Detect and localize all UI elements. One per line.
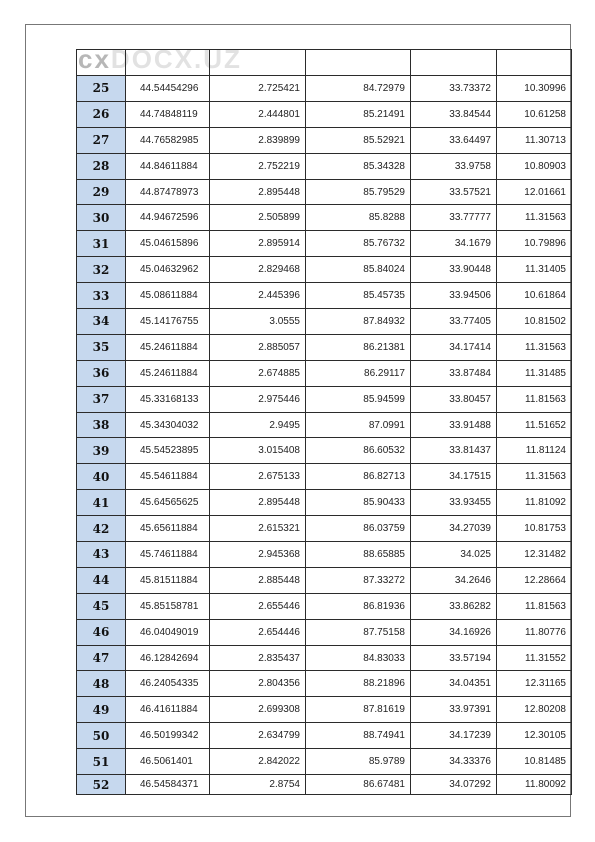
value-cell-1: 46.54584371 (126, 775, 210, 795)
table-row (77, 412, 572, 438)
value-cell-5: 10.81502 (497, 309, 572, 335)
value-cell-4: 33.94506 (411, 283, 497, 309)
table-row (77, 749, 572, 775)
table-row (77, 101, 572, 127)
value-cell-4: 33.9758 (411, 153, 497, 179)
value-cell-1: 45.24611884 (126, 360, 210, 386)
value-cell-2: 2.835437 (210, 645, 306, 671)
table-row (77, 334, 572, 360)
value-cell-2: 2.675133 (210, 464, 306, 490)
table-row (77, 76, 572, 102)
value-cell-1: 45.85158781 (126, 593, 210, 619)
row-index-cell: 46 (77, 619, 126, 645)
value-cell-1: 45.14176755 (126, 309, 210, 335)
value-cell-5: 11.81563 (497, 386, 572, 412)
value-cell-2: 2.945368 (210, 542, 306, 568)
value-cell-5: 10.81753 (497, 516, 572, 542)
value-cell-2: 2.725421 (210, 76, 306, 102)
watermark-prefix: cx (78, 44, 111, 74)
value-cell-5: 11.30713 (497, 127, 572, 153)
value-cell-1: 45.64565625 (126, 490, 210, 516)
value-cell-2: 2.444801 (210, 101, 306, 127)
value-cell-3: 87.33272 (306, 567, 411, 593)
value-cell-1: 46.12842694 (126, 645, 210, 671)
table-row (77, 386, 572, 412)
table-row (77, 567, 572, 593)
value-cell-3: 86.03759 (306, 516, 411, 542)
value-cell-5: 10.80903 (497, 153, 572, 179)
table-row (77, 360, 572, 386)
row-index-cell: 37 (77, 386, 126, 412)
value-cell-4: 34.27039 (411, 516, 497, 542)
row-index-cell: 27 (77, 127, 126, 153)
header-cell-1 (126, 50, 210, 76)
table-body (77, 50, 572, 795)
value-cell-2: 3.0555 (210, 309, 306, 335)
value-cell-2: 2.842022 (210, 749, 306, 775)
value-cell-1: 45.04615896 (126, 231, 210, 257)
table-row (77, 205, 572, 231)
value-cell-5: 12.31165 (497, 671, 572, 697)
row-index-cell: 48 (77, 671, 126, 697)
value-cell-3: 86.21381 (306, 334, 411, 360)
value-cell-4: 33.81437 (411, 438, 497, 464)
value-cell-4: 33.73372 (411, 76, 497, 102)
value-cell-2: 2.885057 (210, 334, 306, 360)
value-cell-3: 87.81619 (306, 697, 411, 723)
value-cell-5: 11.31405 (497, 257, 572, 283)
value-cell-2: 2.505899 (210, 205, 306, 231)
value-cell-5: 10.79896 (497, 231, 572, 257)
row-index-cell: 51 (77, 749, 126, 775)
value-cell-4: 34.025 (411, 542, 497, 568)
value-cell-1: 45.33168133 (126, 386, 210, 412)
value-cell-2: 2.9495 (210, 412, 306, 438)
value-cell-1: 46.04049019 (126, 619, 210, 645)
table-row (77, 464, 572, 490)
value-cell-5: 11.31563 (497, 334, 572, 360)
value-cell-4: 33.77777 (411, 205, 497, 231)
value-cell-4: 34.07292 (411, 775, 497, 795)
value-cell-3: 86.82713 (306, 464, 411, 490)
table-row (77, 179, 572, 205)
value-cell-3: 85.52921 (306, 127, 411, 153)
value-cell-3: 88.65885 (306, 542, 411, 568)
value-cell-3: 87.84932 (306, 309, 411, 335)
table-row (77, 542, 572, 568)
row-index-cell: 28 (77, 153, 126, 179)
value-cell-4: 33.86282 (411, 593, 497, 619)
value-cell-4: 34.17239 (411, 723, 497, 749)
row-index-cell: 25 (77, 76, 126, 102)
value-cell-5: 11.31563 (497, 464, 572, 490)
row-index-cell: 47 (77, 645, 126, 671)
value-cell-1: 44.84611884 (126, 153, 210, 179)
value-cell-5: 11.81563 (497, 593, 572, 619)
value-cell-2: 2.634799 (210, 723, 306, 749)
value-cell-1: 46.24054335 (126, 671, 210, 697)
value-cell-3: 88.21896 (306, 671, 411, 697)
data-table (76, 49, 572, 795)
value-cell-2: 2.895448 (210, 490, 306, 516)
value-cell-4: 34.1679 (411, 231, 497, 257)
value-cell-1: 45.34304032 (126, 412, 210, 438)
value-cell-5: 10.61864 (497, 283, 572, 309)
value-cell-3: 85.84024 (306, 257, 411, 283)
value-cell-2: 2.975446 (210, 386, 306, 412)
value-cell-4: 33.84544 (411, 101, 497, 127)
value-cell-3: 86.60532 (306, 438, 411, 464)
row-index-cell: 36 (77, 360, 126, 386)
value-cell-4: 34.16926 (411, 619, 497, 645)
row-index-cell: 40 (77, 464, 126, 490)
row-index-cell: 38 (77, 412, 126, 438)
value-cell-2: 2.655446 (210, 593, 306, 619)
value-cell-5: 12.30105 (497, 723, 572, 749)
value-cell-3: 85.79529 (306, 179, 411, 205)
row-index-cell: 41 (77, 490, 126, 516)
table-header-row (77, 50, 572, 76)
value-cell-5: 10.61258 (497, 101, 572, 127)
table-row (77, 593, 572, 619)
value-cell-4: 33.77405 (411, 309, 497, 335)
value-cell-3: 88.74941 (306, 723, 411, 749)
value-cell-3: 85.21491 (306, 101, 411, 127)
value-cell-2: 2.615321 (210, 516, 306, 542)
value-cell-3: 84.83033 (306, 645, 411, 671)
value-cell-4: 33.87484 (411, 360, 497, 386)
row-index-cell: 42 (77, 516, 126, 542)
table-row (77, 283, 572, 309)
value-cell-3: 85.90433 (306, 490, 411, 516)
value-cell-2: 2.885448 (210, 567, 306, 593)
value-cell-3: 84.72979 (306, 76, 411, 102)
row-index-cell: 29 (77, 179, 126, 205)
value-cell-1: 45.74611884 (126, 542, 210, 568)
value-cell-2: 3.015408 (210, 438, 306, 464)
row-index-cell: 35 (77, 334, 126, 360)
row-index-cell: 26 (77, 101, 126, 127)
value-cell-3: 85.34328 (306, 153, 411, 179)
row-index-cell: 50 (77, 723, 126, 749)
value-cell-1: 44.74848119 (126, 101, 210, 127)
value-cell-2: 2.829468 (210, 257, 306, 283)
header-cell-3 (306, 50, 411, 76)
value-cell-1: 46.50199342 (126, 723, 210, 749)
value-cell-5: 11.31485 (497, 360, 572, 386)
value-cell-2: 2.699308 (210, 697, 306, 723)
value-cell-5: 12.31482 (497, 542, 572, 568)
value-cell-5: 11.80092 (497, 775, 572, 795)
header-cell-index (77, 50, 126, 76)
value-cell-4: 33.91488 (411, 412, 497, 438)
value-cell-2: 2.895448 (210, 179, 306, 205)
row-index-cell: 33 (77, 283, 126, 309)
value-cell-5: 10.30996 (497, 76, 572, 102)
value-cell-5: 10.81485 (497, 749, 572, 775)
value-cell-3: 86.81936 (306, 593, 411, 619)
value-cell-1: 45.54611884 (126, 464, 210, 490)
row-index-cell: 31 (77, 231, 126, 257)
table-row (77, 257, 572, 283)
value-cell-4: 33.57521 (411, 179, 497, 205)
table-row (77, 153, 572, 179)
row-index-cell: 52 (77, 775, 126, 795)
table-row (77, 775, 572, 795)
table-row (77, 645, 572, 671)
table-row (77, 231, 572, 257)
value-cell-5: 11.31563 (497, 205, 572, 231)
header-cell-4 (411, 50, 497, 76)
value-cell-2: 2.804356 (210, 671, 306, 697)
value-cell-2: 2.674885 (210, 360, 306, 386)
value-cell-3: 86.29117 (306, 360, 411, 386)
value-cell-3: 85.8288 (306, 205, 411, 231)
value-cell-1: 44.76582985 (126, 127, 210, 153)
value-cell-5: 11.81092 (497, 490, 572, 516)
value-cell-4: 33.64497 (411, 127, 497, 153)
table-row (77, 490, 572, 516)
table-row (77, 438, 572, 464)
row-index-cell: 49 (77, 697, 126, 723)
value-cell-3: 85.9789 (306, 749, 411, 775)
value-cell-4: 34.2646 (411, 567, 497, 593)
header-cell-2 (210, 50, 306, 76)
value-cell-4: 34.17515 (411, 464, 497, 490)
value-cell-3: 85.94599 (306, 386, 411, 412)
value-cell-5: 12.80208 (497, 697, 572, 723)
value-cell-5: 11.80776 (497, 619, 572, 645)
value-cell-5: 11.51652 (497, 412, 572, 438)
value-cell-1: 44.94672596 (126, 205, 210, 231)
value-cell-3: 87.0991 (306, 412, 411, 438)
value-cell-4: 34.17414 (411, 334, 497, 360)
value-cell-5: 12.01661 (497, 179, 572, 205)
value-cell-5: 11.31552 (497, 645, 572, 671)
value-cell-4: 33.57194 (411, 645, 497, 671)
value-cell-2: 2.752219 (210, 153, 306, 179)
header-cell-5 (497, 50, 572, 76)
row-index-cell: 30 (77, 205, 126, 231)
table-row (77, 671, 572, 697)
row-index-cell: 39 (77, 438, 126, 464)
table-row (77, 516, 572, 542)
value-cell-3: 85.45735 (306, 283, 411, 309)
table-row (77, 723, 572, 749)
value-cell-4: 33.93455 (411, 490, 497, 516)
value-cell-1: 45.81511884 (126, 567, 210, 593)
table-row (77, 619, 572, 645)
row-index-cell: 32 (77, 257, 126, 283)
watermark-text: DOCX.UZ (110, 44, 242, 74)
row-index-cell: 43 (77, 542, 126, 568)
value-cell-1: 46.41611884 (126, 697, 210, 723)
value-cell-1: 46.5061401 (126, 749, 210, 775)
row-index-cell: 45 (77, 593, 126, 619)
value-cell-4: 33.80457 (411, 386, 497, 412)
value-cell-2: 2.654446 (210, 619, 306, 645)
table-row (77, 697, 572, 723)
value-cell-3: 87.75158 (306, 619, 411, 645)
value-cell-4: 33.97391 (411, 697, 497, 723)
row-index-cell: 34 (77, 309, 126, 335)
value-cell-4: 34.04351 (411, 671, 497, 697)
value-cell-2: 2.445396 (210, 283, 306, 309)
value-cell-1: 44.87478973 (126, 179, 210, 205)
value-cell-1: 45.24611884 (126, 334, 210, 360)
value-cell-2: 2.8754 (210, 775, 306, 795)
value-cell-1: 45.04632962 (126, 257, 210, 283)
value-cell-3: 85.76732 (306, 231, 411, 257)
value-cell-4: 33.90448 (411, 257, 497, 283)
value-cell-4: 34.33376 (411, 749, 497, 775)
row-index-cell: 44 (77, 567, 126, 593)
table-row (77, 127, 572, 153)
value-cell-3: 86.67481 (306, 775, 411, 795)
value-cell-2: 2.839899 (210, 127, 306, 153)
value-cell-2: 2.895914 (210, 231, 306, 257)
value-cell-1: 45.08611884 (126, 283, 210, 309)
value-cell-5: 12.28664 (497, 567, 572, 593)
value-cell-5: 11.81124 (497, 438, 572, 464)
value-cell-1: 45.54523895 (126, 438, 210, 464)
value-cell-1: 45.65611884 (126, 516, 210, 542)
value-cell-1: 44.54454296 (126, 76, 210, 102)
table-row (77, 309, 572, 335)
